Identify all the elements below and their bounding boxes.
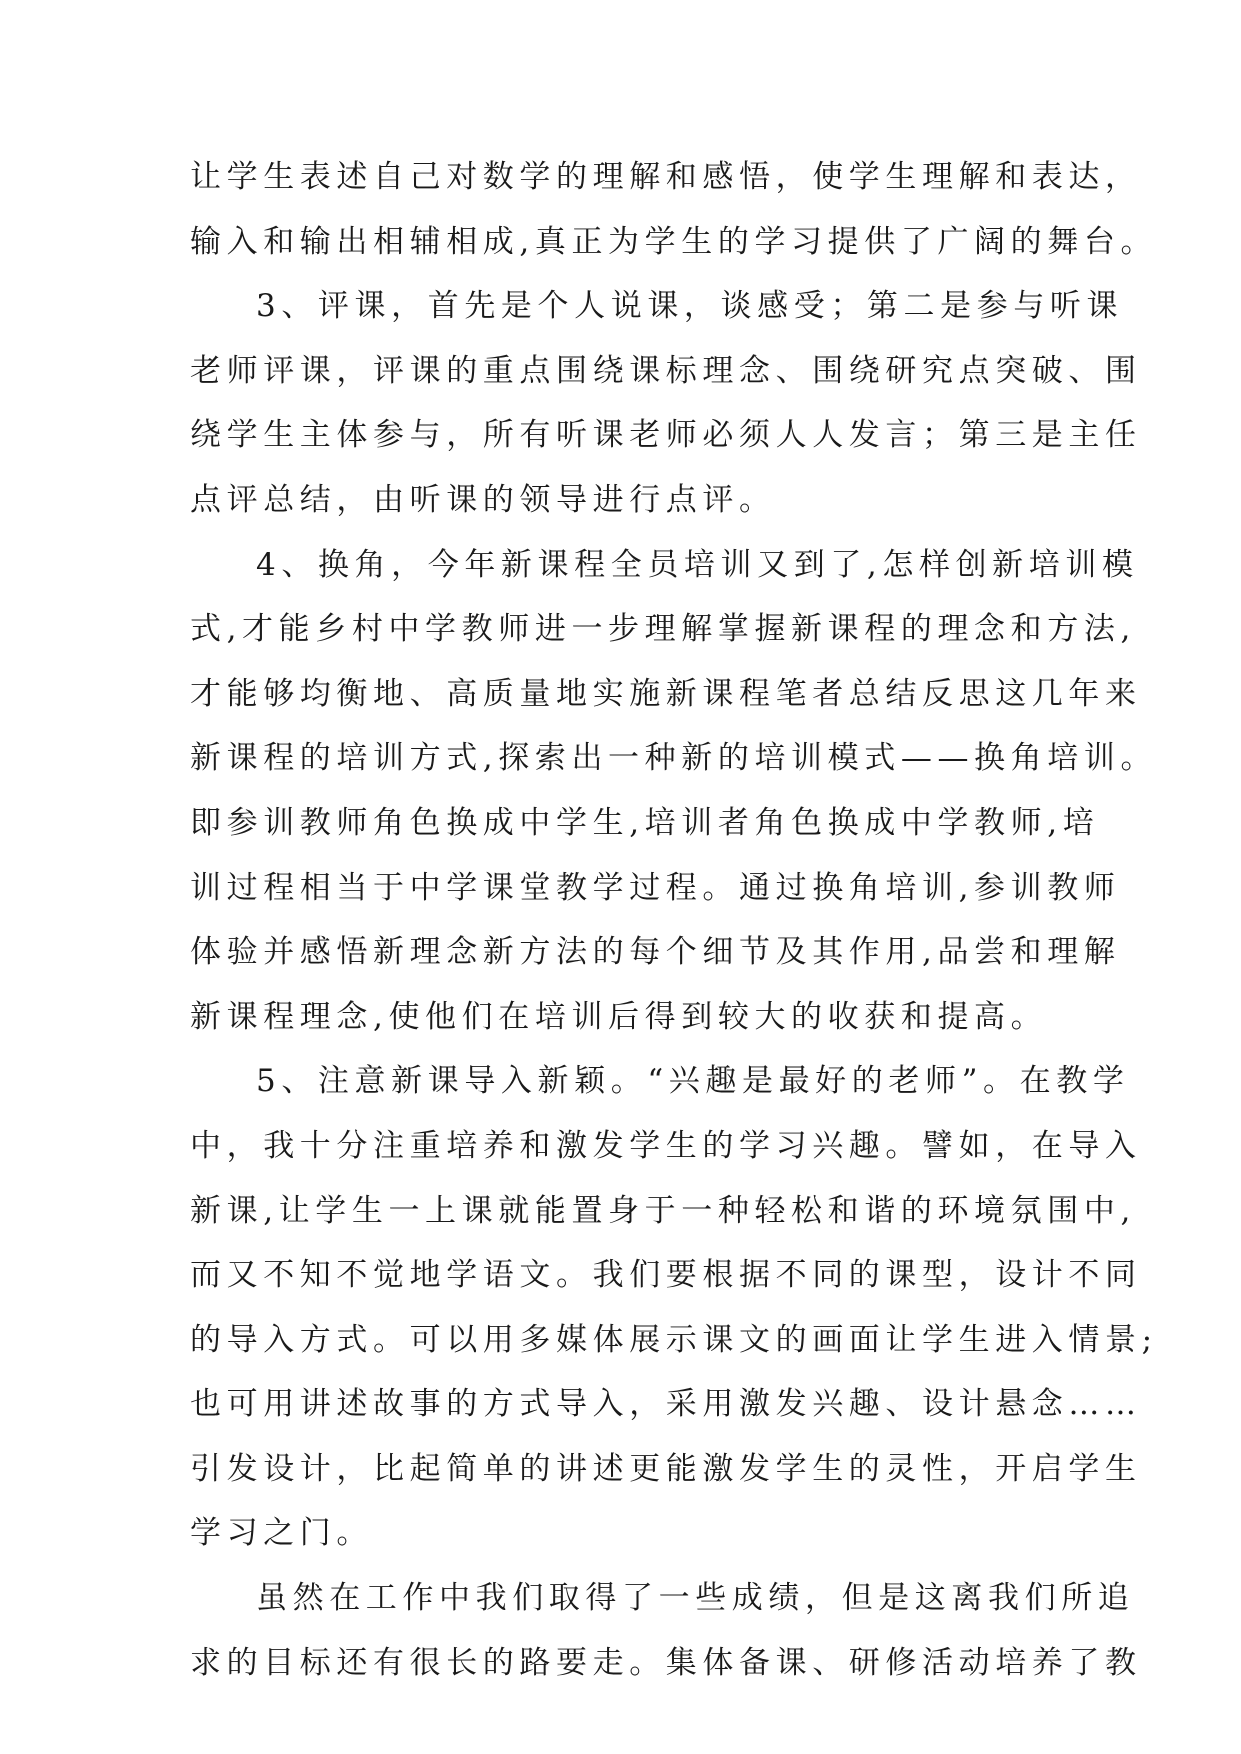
text-line: 点评总结，由听课的领导进行点评。 [190,481,776,518]
text-line: 而又不知不觉地学语文。我们要根据不同的课型，设计不同 [190,1257,1142,1294]
text-line: 即参训教师角色换成中学生,培训者角色换成中学教师,培 [190,804,1100,841]
text-line: 引发设计，比起简单的讲述更能激发学生的灵性，开启学生 [190,1450,1142,1487]
text-line: 求的目标还有很长的路要走。集体备课、研修活动培养了教 [190,1644,1142,1681]
paragraph-start-line: 虽然在工作中我们取得了一些成绩，但是这离我们所追 [256,1580,1135,1617]
text-line: 新课程的培训方式,探索出一种新的培训模式——换角培训。 [190,740,1158,777]
text-line: 才能够均衡地、高质量地实施新课程笔者总结反思这几年来 [190,675,1142,712]
text-line: 新课,让学生一上课就能置身于一种轻松和谐的环境氛围中, [190,1192,1136,1229]
paragraph-start-line: 3、评课，首先是个人说课，谈感受；第二是参与听课 [256,288,1124,325]
text-line: 式,才能乡村中学教师进一步理解掌握新课程的理念和方法, [190,611,1136,648]
text-line: 老师评课，评课的重点围绕课标理念、围绕研究点突破、围 [190,352,1142,389]
text-line: 让学生表述自己对数学的理解和感悟，使学生理解和表达， [190,159,1142,195]
text-line: 输入和输出相辅相成,真正为学生的学习提供了广阔的舞台。 [190,223,1158,260]
text-line: 新课程理念,使他们在培训后得到较大的收获和提高。 [190,998,1048,1035]
body-text [190,159,1158,1712]
text-line: 的导入方式。可以用多媒体展示课文的画面让学生进入情景; [190,1321,1158,1358]
text-line: 体验并感悟新理念新方法的每个细节及其作用,品尝和理解 [190,934,1121,971]
text-line: 也可用讲述故事的方式导入，采用激发兴趣、设计悬念…… [190,1386,1142,1423]
text-line: 中，我十分注重培养和激发学生的学习兴趣。譬如，在导入 [190,1127,1142,1164]
text-line: 绕学生主体参与，所有听课老师必须人人发言；第三是主任 [190,417,1142,454]
text-line: 学习之门。 [190,1515,373,1552]
paragraph-start-line: 4、换角，今年新课程全员培训又到了,怎样创新培训模 [256,546,1139,583]
text-line: 训过程相当于中学课堂教学过程。通过换角培训,参训教师 [190,869,1121,906]
paragraph-start-line: 5、注意新课导入新颖。“兴趣是最好的老师”。在教学 [256,1063,1130,1100]
